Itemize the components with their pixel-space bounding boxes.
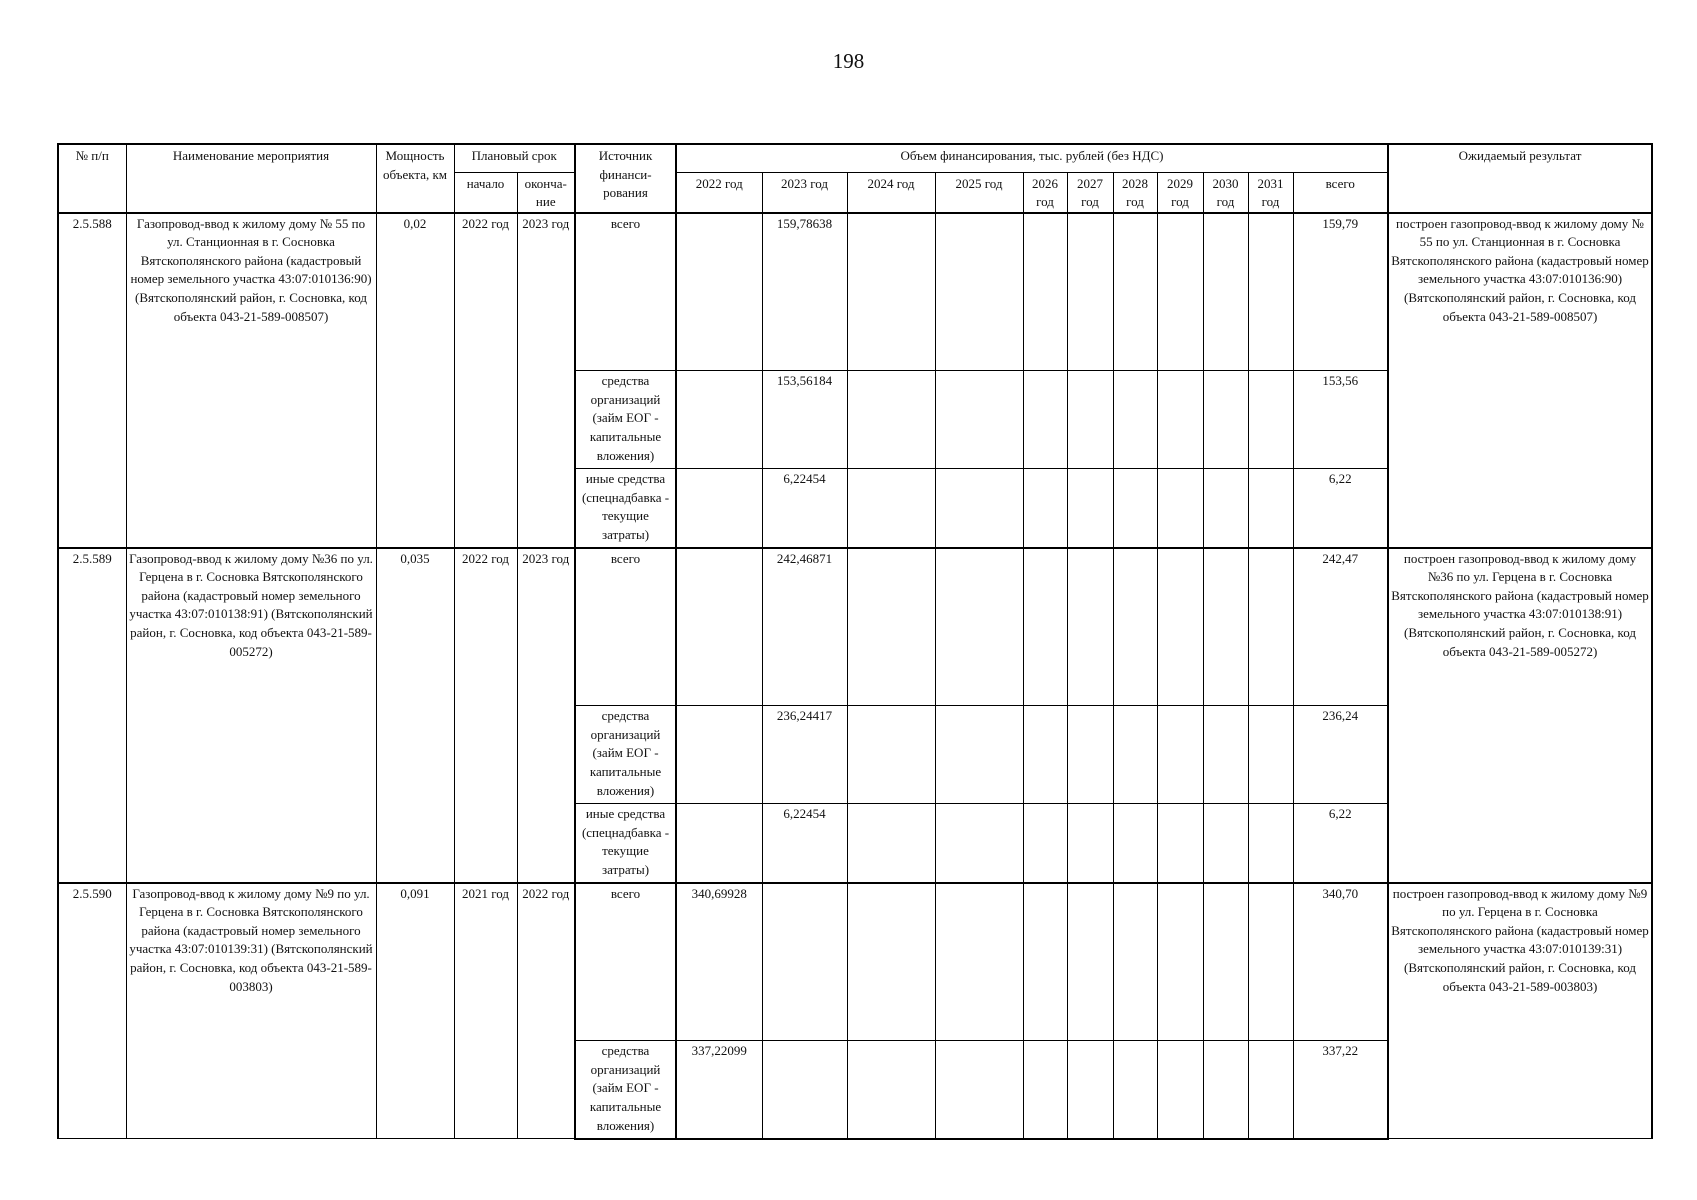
year-header: 2025 год	[935, 172, 1023, 213]
item-capacity: 0,02	[376, 213, 454, 548]
source-label: иные средства (спецнадбавка - текущие затраты)	[575, 804, 676, 883]
item-end: 2022 год	[517, 883, 575, 1139]
amount-2023: 236,24417	[762, 706, 847, 804]
amount-2022	[676, 469, 762, 548]
col-start-header: начало	[454, 172, 517, 213]
amount-2023	[762, 1041, 847, 1139]
item-end: 2023 год	[517, 213, 575, 548]
expected-result: построен газопровод-ввод к жилому дому №36 по ул. Герцена в г. Сосновка Вятскополянского района (кадастровый номер земельного участка 43:07:010138:91) (Вятскополянский район, г. Сосновка, код объекта 043-21-589-005272)	[1388, 548, 1652, 883]
col-name-header: Наименование мероприятия	[126, 144, 376, 213]
col-end-header: оконча-ние	[517, 172, 575, 213]
amount-total: 6,22	[1293, 804, 1388, 883]
col-total-header: всего	[1293, 172, 1388, 213]
amount-total: 159,79	[1293, 213, 1388, 371]
source-label: всего	[575, 548, 676, 706]
year-header: 2027 год	[1067, 172, 1113, 213]
item-start: 2022 год	[454, 213, 517, 548]
year-header: 2031 год	[1248, 172, 1293, 213]
item-capacity: 0,035	[376, 548, 454, 883]
year-header: 2024 год	[847, 172, 935, 213]
year-header: 2026 год	[1023, 172, 1067, 213]
source-label: иные средства (спецнадбавка - текущие затраты)	[575, 469, 676, 548]
funding-table	[57, 143, 1653, 1140]
year-header: 2022 год	[676, 172, 762, 213]
item-name: Газопровод-ввод к жилому дому № 55 по ул. Станционная в г. Сосновка Вятскополянского района (кадастровый номер земельного участка 43:07:010136:90) (Вятскополянский район, г. Сосновка, код объекта 043-21-589-008507)	[126, 213, 376, 548]
table-row	[58, 213, 1652, 371]
col-source-header: Источник финанси-рования	[575, 144, 676, 213]
source-label: всего	[575, 213, 676, 371]
item-number: 2.5.590	[58, 883, 126, 1139]
amount-total: 242,47	[1293, 548, 1388, 706]
item-name: Газопровод-ввод к жилому дому №9 по ул. Герцена в г. Сосновка Вятскополянского района (кадастровый номер земельного участка 43:07:010139:31) (Вятскополянский район, г. Сосновка, код объекта 043-21-589-003803)	[126, 883, 376, 1139]
year-header: 2023 год	[762, 172, 847, 213]
item-number: 2.5.589	[58, 548, 126, 883]
amount-2022	[676, 213, 762, 371]
source-label: средства организаций (займ ЕОГ - капитальные вложения)	[575, 706, 676, 804]
amount-2022: 340,69928	[676, 883, 762, 1041]
amount-2022	[676, 548, 762, 706]
amount-total: 6,22	[1293, 469, 1388, 548]
table-row	[58, 883, 1652, 1041]
amount-2023: 159,78638	[762, 213, 847, 371]
source-label: средства организаций (займ ЕОГ - капитальные вложения)	[575, 371, 676, 469]
year-header: 2029 год	[1157, 172, 1203, 213]
col-plan-term-header: Плановый срок	[454, 144, 575, 172]
year-header: 2030 год	[1203, 172, 1248, 213]
amount-2022	[676, 706, 762, 804]
amount-2023	[762, 883, 847, 1041]
item-capacity: 0,091	[376, 883, 454, 1139]
expected-result: построен газопровод-ввод к жилому дому № 55 по ул. Станционная в г. Сосновка Вятскополянского района (кадастровый номер земельного участка 43:07:010136:90) (Вятскополянский район, г. Сосновка, код объекта 043-21-589-008507)	[1388, 213, 1652, 548]
year-header: 2028 год	[1113, 172, 1157, 213]
source-label: средства организаций (займ ЕОГ - капитальные вложения)	[575, 1041, 676, 1139]
col-num-header: № п/п	[58, 144, 126, 213]
amount-total: 340,70	[1293, 883, 1388, 1041]
amount-2023: 6,22454	[762, 804, 847, 883]
item-start: 2021 год	[454, 883, 517, 1139]
amount-total: 236,24	[1293, 706, 1388, 804]
amount-2023: 242,46871	[762, 548, 847, 706]
item-number: 2.5.588	[58, 213, 126, 548]
item-name: Газопровод-ввод к жилому дому №36 по ул. Герцена в г. Сосновка Вятскополянского района (кадастровый номер земельного участка 43:07:010138:91) (Вятскополянский район, г. Сосновка, код объекта 043-21-589-005272)	[126, 548, 376, 883]
col-capacity-header: Мощность объекта, км	[376, 144, 454, 213]
amount-total: 153,56	[1293, 371, 1388, 469]
expected-result: построен газопровод-ввод к жилому дому №9 по ул. Герцена в г. Сосновка Вятскополянского района (кадастровый номер земельного участка 43:07:010139:31) (Вятскополянский район, г. Сосновка, код объекта 043-21-589-003803)	[1388, 883, 1652, 1139]
amount-2022	[676, 804, 762, 883]
page-number: 198	[832, 49, 865, 73]
col-result-header: Ожидаемый результат	[1388, 144, 1652, 213]
item-end: 2023 год	[517, 548, 575, 883]
amount-2022: 337,22099	[676, 1041, 762, 1139]
amount-2023: 6,22454	[762, 469, 847, 548]
amount-2023: 153,56184	[762, 371, 847, 469]
table-row	[58, 548, 1652, 706]
source-label: всего	[575, 883, 676, 1041]
amount-2022	[676, 371, 762, 469]
amount-total: 337,22	[1293, 1041, 1388, 1139]
item-start: 2022 год	[454, 548, 517, 883]
col-funding-header: Объем финансирования, тыс. рублей (без НДС)	[676, 144, 1388, 172]
